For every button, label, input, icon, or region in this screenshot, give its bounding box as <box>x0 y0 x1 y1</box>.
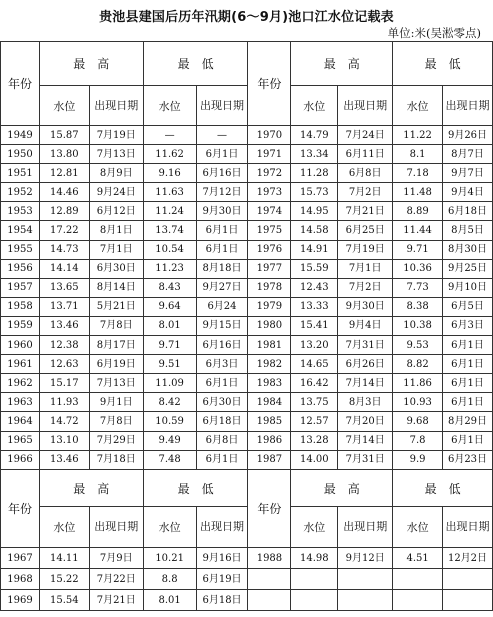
table-row <box>1 259 493 278</box>
date-cell: 9月12日 <box>338 548 393 569</box>
level-cell: 14.00 <box>291 450 338 469</box>
level-cell: 13.46 <box>39 450 89 469</box>
date-cell: 6月12日 <box>89 202 143 221</box>
year-cell: 1983 <box>248 374 291 393</box>
date-cell: 6月8日 <box>338 164 393 183</box>
date-cell: 6月25日 <box>338 221 393 240</box>
level-cell <box>393 590 443 611</box>
date-cell: 8月18日 <box>196 259 248 278</box>
level-cell: 7.48 <box>143 450 196 469</box>
date-cell: 8月5日 <box>443 221 493 240</box>
level-cell <box>393 569 443 590</box>
header-date: 出现日期 <box>89 507 143 548</box>
date-cell: 6月1日 <box>196 145 248 164</box>
header-year: 年份 <box>1 42 40 126</box>
date-cell: 6月3日 <box>196 355 248 374</box>
date-cell: 9月30日 <box>338 297 393 316</box>
date-cell: 6月18日 <box>196 590 248 611</box>
level-cell: 10.59 <box>143 412 196 431</box>
level-cell: 12.63 <box>39 355 89 374</box>
year-cell: 1973 <box>248 183 291 202</box>
level-cell: 15.22 <box>39 569 89 590</box>
level-cell: 8.8 <box>143 569 196 590</box>
level-cell: 14.11 <box>39 548 89 569</box>
level-cell: 16.42 <box>291 374 338 393</box>
year-cell: 1974 <box>248 202 291 221</box>
level-cell: 8.82 <box>393 355 443 374</box>
year-cell: 1964 <box>1 412 40 431</box>
level-cell: 15.87 <box>39 126 89 145</box>
level-cell: 15.17 <box>39 374 89 393</box>
date-cell: 6月1日 <box>196 374 248 393</box>
level-cell: 7.8 <box>393 431 443 450</box>
level-cell: 11.23 <box>143 259 196 278</box>
year-cell: 1986 <box>248 431 291 450</box>
date-cell: 9月1日 <box>89 393 143 412</box>
year-cell <box>248 569 291 590</box>
date-cell <box>443 569 493 590</box>
level-cell: 11.48 <box>393 183 443 202</box>
level-cell: 13.71 <box>39 297 89 316</box>
water-level-table-bottom <box>0 469 493 611</box>
year-cell: 1982 <box>248 355 291 374</box>
level-cell: 12.81 <box>39 164 89 183</box>
level-cell: 11.22 <box>393 126 443 145</box>
date-cell: 7月12日 <box>196 183 248 202</box>
year-cell: 1975 <box>248 221 291 240</box>
year-cell: 1969 <box>1 590 40 611</box>
year-cell: 1962 <box>1 374 40 393</box>
year-cell: 1954 <box>1 221 40 240</box>
year-cell: 1950 <box>1 145 40 164</box>
header-highest: 最 高 <box>39 470 143 507</box>
year-cell: 1988 <box>248 548 291 569</box>
table-row <box>1 374 493 393</box>
year-cell: 1970 <box>248 126 291 145</box>
level-cell: 9.9 <box>393 450 443 469</box>
date-cell: 9月15日 <box>196 316 248 335</box>
date-cell: 6月1日 <box>196 450 248 469</box>
date-cell: 7月14日 <box>338 431 393 450</box>
level-cell <box>291 569 338 590</box>
header-year: 年份 <box>1 470 40 548</box>
date-cell: 6月1日 <box>443 355 493 374</box>
date-cell: 7月19日 <box>338 240 393 259</box>
level-cell: 11.44 <box>393 221 443 240</box>
year-cell: 1967 <box>1 548 40 569</box>
year-cell: 1981 <box>248 336 291 355</box>
date-cell: 7月18日 <box>89 450 143 469</box>
table-row <box>1 450 493 469</box>
level-cell: 14.73 <box>39 240 89 259</box>
date-cell: 6月1日 <box>443 336 493 355</box>
year-cell: 1952 <box>1 183 40 202</box>
date-cell: 7月2日 <box>338 183 393 202</box>
year-cell: 1953 <box>1 202 40 221</box>
date-cell: 6月26日 <box>338 355 393 374</box>
date-cell: 7月31日 <box>338 336 393 355</box>
date-cell: 6月30日 <box>196 393 248 412</box>
year-cell: 1956 <box>1 259 40 278</box>
date-cell: 9月27日 <box>196 278 248 297</box>
year-cell: 1961 <box>1 355 40 374</box>
table-body-bottom <box>1 548 493 611</box>
date-cell: 9月16日 <box>196 548 248 569</box>
year-cell: 1965 <box>1 431 40 450</box>
level-cell: 13.28 <box>291 431 338 450</box>
date-cell: 7月19日 <box>89 126 143 145</box>
level-cell: 11.93 <box>39 393 89 412</box>
date-cell: 6月1日 <box>196 240 248 259</box>
date-cell: 7月1日 <box>338 259 393 278</box>
header-date: 出现日期 <box>196 507 248 548</box>
unit-note: 单位:米(吴淞零点) <box>387 26 481 40</box>
date-cell: 9月4日 <box>443 183 493 202</box>
date-cell <box>443 590 493 611</box>
year-cell: 1980 <box>248 316 291 335</box>
level-cell: 9.68 <box>393 412 443 431</box>
level-cell: 4.51 <box>393 548 443 569</box>
table-row <box>1 221 493 240</box>
date-cell <box>338 569 393 590</box>
date-cell: 8月7日 <box>443 145 493 164</box>
date-cell: 9月25日 <box>443 259 493 278</box>
level-cell: 15.73 <box>291 183 338 202</box>
table-row <box>1 431 493 450</box>
header-level: 水位 <box>143 86 196 126</box>
year-cell: 1972 <box>248 164 291 183</box>
level-cell: 8.42 <box>143 393 196 412</box>
level-cell: 11.63 <box>143 183 196 202</box>
year-cell: 1949 <box>1 126 40 145</box>
level-cell: 8.1 <box>393 145 443 164</box>
year-cell: 1966 <box>1 450 40 469</box>
header-level: 水位 <box>39 86 89 126</box>
level-cell: 14.14 <box>39 259 89 278</box>
date-cell: 9月7日 <box>443 164 493 183</box>
level-cell: 13.75 <box>291 393 338 412</box>
table-row <box>1 355 493 374</box>
date-cell: 7月8日 <box>89 316 143 335</box>
level-cell: 14.46 <box>39 183 89 202</box>
table-row <box>1 202 493 221</box>
level-cell: 10.38 <box>393 316 443 335</box>
level-cell: 15.41 <box>291 316 338 335</box>
level-cell: 12.57 <box>291 412 338 431</box>
year-cell: 1957 <box>1 278 40 297</box>
date-cell: 7月31日 <box>338 450 393 469</box>
date-cell: 6月30日 <box>89 259 143 278</box>
header-level: 水位 <box>143 507 196 548</box>
header-lowest: 最 低 <box>143 42 248 86</box>
date-cell: 9月24日 <box>89 183 143 202</box>
date-cell: 7月29日 <box>89 431 143 450</box>
date-cell: 8月3日 <box>338 393 393 412</box>
year-cell: 1960 <box>1 336 40 355</box>
table-row <box>1 412 493 431</box>
level-cell: 13.65 <box>39 278 89 297</box>
date-cell: 6月24 <box>196 297 248 316</box>
header-level: 水位 <box>393 507 443 548</box>
date-cell: 7月21日 <box>338 202 393 221</box>
header-date: 出现日期 <box>338 86 393 126</box>
header-level: 水位 <box>39 507 89 548</box>
year-cell: 1955 <box>1 240 40 259</box>
year-cell: 1987 <box>248 450 291 469</box>
level-cell: 9.71 <box>393 240 443 259</box>
table-row <box>1 590 493 611</box>
date-cell: 9月4日 <box>338 316 393 335</box>
header-level: 水位 <box>291 507 338 548</box>
year-cell <box>248 590 291 611</box>
table-row <box>1 569 493 590</box>
date-cell: 7月8日 <box>89 412 143 431</box>
date-cell: 9月30日 <box>196 202 248 221</box>
year-cell: 1963 <box>1 393 40 412</box>
date-cell <box>338 590 393 611</box>
table-body-top <box>1 126 493 470</box>
table-row <box>1 164 493 183</box>
level-cell: 8.89 <box>393 202 443 221</box>
table-row <box>1 548 493 569</box>
level-cell: 13.46 <box>39 316 89 335</box>
level-cell: 9.71 <box>143 336 196 355</box>
level-cell: 14.79 <box>291 126 338 145</box>
table-row <box>1 126 493 145</box>
date-cell: 6月19日 <box>196 569 248 590</box>
date-cell: 8月30日 <box>443 240 493 259</box>
date-cell: 6月3日 <box>443 316 493 335</box>
year-cell: 1959 <box>1 316 40 335</box>
date-cell: 6月18日 <box>443 202 493 221</box>
level-cell: 11.86 <box>393 374 443 393</box>
year-cell: 1984 <box>248 393 291 412</box>
date-cell: 6月23日 <box>443 450 493 469</box>
header-year: 年份 <box>248 42 291 126</box>
level-cell: 13.33 <box>291 297 338 316</box>
date-cell: 8月1日 <box>89 221 143 240</box>
date-cell: 7月22日 <box>89 569 143 590</box>
year-cell: 1978 <box>248 278 291 297</box>
level-cell: 13.74 <box>143 221 196 240</box>
header-date: 出现日期 <box>443 507 493 548</box>
level-cell: 11.24 <box>143 202 196 221</box>
water-level-table-top <box>0 41 493 470</box>
level-cell: 12.38 <box>39 336 89 355</box>
level-cell: 9.51 <box>143 355 196 374</box>
level-cell: 11.09 <box>143 374 196 393</box>
header-year: 年份 <box>248 470 291 548</box>
date-cell: — <box>196 126 248 145</box>
date-cell: 7月24日 <box>338 126 393 145</box>
level-cell: 8.01 <box>143 316 196 335</box>
table-row <box>1 393 493 412</box>
table-row <box>1 145 493 164</box>
level-cell <box>291 590 338 611</box>
level-cell: 11.62 <box>143 145 196 164</box>
level-cell: 14.98 <box>291 548 338 569</box>
date-cell: 6月1日 <box>443 374 493 393</box>
header-date: 出现日期 <box>443 86 493 126</box>
level-cell: 7.73 <box>393 278 443 297</box>
level-cell: 10.36 <box>393 259 443 278</box>
level-cell: 10.54 <box>143 240 196 259</box>
level-cell: 12.43 <box>291 278 338 297</box>
date-cell: 6月8日 <box>196 431 248 450</box>
date-cell: 8月29日 <box>443 412 493 431</box>
level-cell: 14.95 <box>291 202 338 221</box>
level-cell: 13.10 <box>39 431 89 450</box>
date-cell: 8月14日 <box>89 278 143 297</box>
year-cell: 1985 <box>248 412 291 431</box>
level-cell: 13.80 <box>39 145 89 164</box>
year-cell: 1971 <box>248 145 291 164</box>
year-cell: 1951 <box>1 164 40 183</box>
level-cell: 14.65 <box>291 355 338 374</box>
level-cell: 9.53 <box>393 336 443 355</box>
level-cell: 11.28 <box>291 164 338 183</box>
header-highest: 最 高 <box>291 470 393 507</box>
level-cell: 15.59 <box>291 259 338 278</box>
date-cell: 8月17日 <box>89 336 143 355</box>
date-cell: 7月2日 <box>338 278 393 297</box>
date-cell: 7月13日 <box>89 145 143 164</box>
date-cell: 6月11日 <box>338 145 393 164</box>
date-cell: 6月1日 <box>196 221 248 240</box>
level-cell: 14.91 <box>291 240 338 259</box>
date-cell: 9月10日 <box>443 278 493 297</box>
level-cell: 8.43 <box>143 278 196 297</box>
table-row <box>1 240 493 259</box>
header-lowest: 最 低 <box>393 470 493 507</box>
level-cell: 14.58 <box>291 221 338 240</box>
header-date: 出现日期 <box>89 86 143 126</box>
header-date: 出现日期 <box>196 86 248 126</box>
table-row <box>1 183 493 202</box>
table-row <box>1 336 493 355</box>
header-lowest: 最 低 <box>143 470 248 507</box>
year-cell: 1958 <box>1 297 40 316</box>
level-cell: 10.93 <box>393 393 443 412</box>
date-cell: 6月1日 <box>443 431 493 450</box>
date-cell: 7月13日 <box>89 374 143 393</box>
year-cell: 1979 <box>248 297 291 316</box>
header-level: 水位 <box>393 86 443 126</box>
year-cell: 1968 <box>1 569 40 590</box>
header-lowest: 最 低 <box>393 42 493 86</box>
date-cell: 6月5日 <box>443 297 493 316</box>
header-highest: 最 高 <box>39 42 143 86</box>
date-cell: 6月1日 <box>443 393 493 412</box>
date-cell: 7月14日 <box>338 374 393 393</box>
year-cell: 1976 <box>248 240 291 259</box>
header-level: 水位 <box>291 86 338 126</box>
date-cell: 7月1日 <box>89 240 143 259</box>
level-cell: 9.16 <box>143 164 196 183</box>
date-cell: 6月19日 <box>89 355 143 374</box>
level-cell: 15.54 <box>39 590 89 611</box>
year-cell: 1977 <box>248 259 291 278</box>
level-cell: 9.49 <box>143 431 196 450</box>
level-cell: 8.01 <box>143 590 196 611</box>
table-row <box>1 297 493 316</box>
date-cell: 8月9日 <box>89 164 143 183</box>
date-cell: 12月2日 <box>443 548 493 569</box>
level-cell: 9.64 <box>143 297 196 316</box>
date-cell: 7月21日 <box>89 590 143 611</box>
table-title: 贵池县建国后历年汛期(6～9月)池口江水位记载表 <box>99 10 394 25</box>
level-cell: — <box>143 126 196 145</box>
level-cell: 8.38 <box>393 297 443 316</box>
date-cell: 6月16日 <box>196 336 248 355</box>
date-cell: 7月20日 <box>338 412 393 431</box>
table-row <box>1 278 493 297</box>
level-cell: 10.21 <box>143 548 196 569</box>
date-cell: 6月16日 <box>196 164 248 183</box>
level-cell: 17.22 <box>39 221 89 240</box>
level-cell: 7.18 <box>393 164 443 183</box>
level-cell: 12.89 <box>39 202 89 221</box>
date-cell: 9月26日 <box>443 126 493 145</box>
level-cell: 13.34 <box>291 145 338 164</box>
table-row <box>1 316 493 335</box>
date-cell: 6月18日 <box>196 412 248 431</box>
date-cell: 5月21日 <box>89 297 143 316</box>
level-cell: 13.20 <box>291 336 338 355</box>
header-highest: 最 高 <box>291 42 393 86</box>
header-date: 出现日期 <box>338 507 393 548</box>
level-cell: 14.72 <box>39 412 89 431</box>
date-cell: 7月9日 <box>89 548 143 569</box>
